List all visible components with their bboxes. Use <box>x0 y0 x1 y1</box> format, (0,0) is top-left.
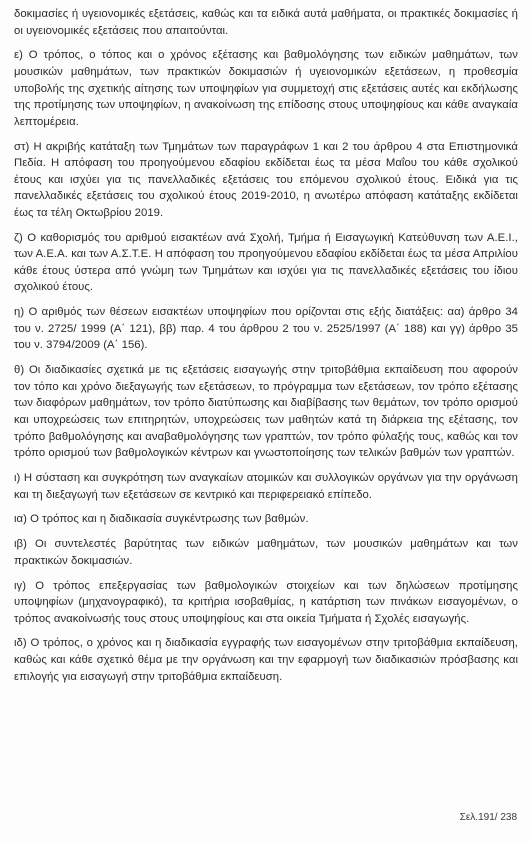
paragraph-ia: ια) Ο τρόπος και η διαδικασία συγκέντρωσης των βαθμών. <box>14 513 309 526</box>
paragraph-z: ζ) Ο καθορισμός του αριθμού εισακτέων ανά Σχολή, Τμήμα ή Εισαγωγική Κατεύθυνση των Α.Ε.Ι., των Α.Ε.Α. και των Α.Σ.Τ.Ε. Η απόφαση του προηγούμενου εδαφίου εκδίδεται έως τα μέσα Απριλίου κάθε έτους ύστερα από γνώμη των Τμημάτων και ισχύει για τις πανελλαδικές εξετάσεις του ίδιου σχολικού έτους. <box>14 231 518 294</box>
paragraph-i: η) Ο αριθμός των θέσεων εισακτέων υποψηφίων που ορίζονται στις εξής διατάξεις: αα) άρθρο 34 του ν. 2725/ 1999 (Α΄ 121), ββ) παρ. 4 του άρθρου 2 του ν. 2525/1997 (Α΄ 188) και γγ) άρθρο 35 του ν. 3794/2009 (Α΄ 156). <box>14 306 518 352</box>
paragraph-iota: ι) Η σύσταση και συγκρότηση των αναγκαίων ατομικών και συλλογικών οργάνων για την οργάνωση και τη διεξαγωγή των εξετάσεων σε κεντρικό και περιφερειακό επίπεδο. <box>14 471 518 501</box>
paragraph-ib: ιβ) Οι συντελεστές βαρύτητας των ειδικών μαθημάτων, των μουσικών μαθημάτων και των πρακτικών δοκιμασιών. <box>14 538 518 567</box>
page-number: Σελ.191/ 238 <box>459 812 517 823</box>
paragraph-st: στ) Η ακριβής κατάταξη των Τμημάτων των παραγράφων 1 και 2 του άρθρου 4 στα Επιστημονικά Πεδία. Η απόφαση του προηγούμενου εδαφίου εκδίδεται έως τα μέσα Μαΐου του κάθε σχολικού έτους και ισχύει για τις πανελλαδικές εξετάσεις του επόμενου σχολικού έτους. Ειδικά για τις πανελλαδικές εξετάσεις του σχολικού έτους 2019-2010, η ανωτέρω απόφαση κατάταξης εκδίδεται έως τα τέλη Οκτωβρίου 2019. <box>14 140 518 219</box>
paragraph-e: ε) Ο τρόπος, ο τόπος και ο χρόνος εξέτασης και βαθμολόγησης των ειδικών μαθημάτων, των μουσικών μαθημάτων, των πρακτικών δοκιμασιών ή υγειονομικών εξετάσεων, η προθεσμία υποβολής της σχετικής αίτησης των υποψηφίων για συμμετοχή στις εξετάσεις αυτές και εκδήλωσης της προτίμησης των υποψηφίων, η ανακοίνωση της επίδοσης στους υποψηφίους και κάθε αναγκαία λεπτομέρεια. <box>14 49 518 128</box>
paragraph-th: θ) Οι διαδικασίες σχετικά με τις εξετάσεις εισαγωγής στην τριτοβάθμια εκπαίδευση που αφορούν τον τόπο και χρόνο διεξαγωγής των εξετάσεων, το πρόγραμμα των εξετάσεων, τον τρόπο εξέτασης των διαφόρων μαθημάτων, τον τρόπο διατύπωσης και διαβίβασης των θεμάτων, τον τρόπο ορισμού και υποχρεώσεις των επιτηρητών, υποχρεώσεις των μαθητών κατά τη διάρκεια της εξέτασης, τον τρόπο βαθμολόγησης και αναβαθμολόγησης των γραπτών, τον τρόπο φύλαξής τους, καθώς και τον τρόπο ορισμού των βαθμολογικών κέντρων και γνωστοποίησης των τελικών βαθμών των γραπτών. <box>14 364 518 460</box>
paragraph-ig: ιγ) Ο τρόπος επεξεργασίας των βαθμολογικών στοιχείων και των δηλώσεων προτίμησης υποψηφίων (μηχανογραφικό), τα κριτήρια ισοβαθμίας, η κατάρτιση των πινάκων εισαγομένων, ο τρόπος ανακοίνωσής τους στους υποψηφίους και στα οικεία Τμήματα ή Σχολές εισαγωγής. <box>14 579 518 625</box>
paragraph-intro-continuation: δοκιμασίες ή υγειονομικές εξετάσεις, καθώς και τα ειδικά αυτά μαθήματα, οι πρακτικές δοκιμασίες ή οι υγειονομικές εξετάσεις που απαιτούνται. <box>14 8 518 37</box>
document-body <box>14 6 518 693</box>
paragraph-id: ιδ) Ο τρόπος, ο χρόνος και η διαδικασία εγγραφής των εισαγομένων στην τριτοβάθμια εκπαίδευση, καθώς και κάθε σχετικό θέμα με την οργάνωση και την εφαρμογή των διαδικασιών πρόσβασης και επιλογής για εισαγωγή στην τριτοβάθμια εκπαίδευση. <box>14 637 518 683</box>
